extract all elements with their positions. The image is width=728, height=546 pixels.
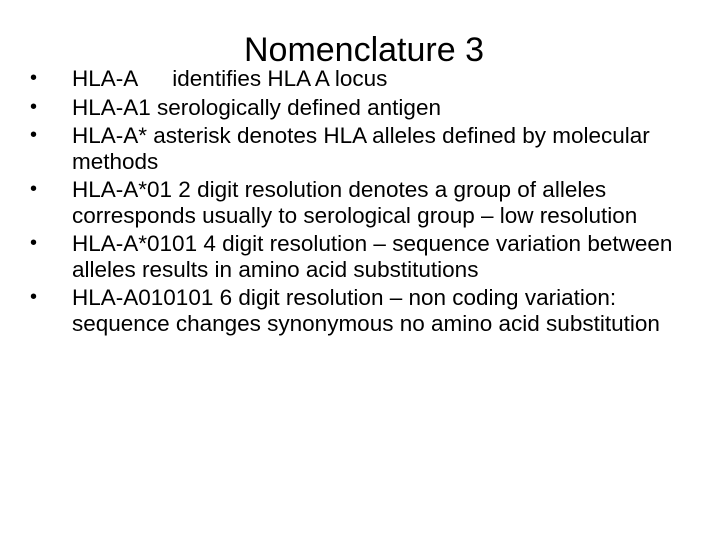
bullet-item-hla-a1	[28, 95, 708, 121]
slide-title: Nomenclature 3	[243, 31, 484, 69]
bullet-icon: •	[30, 95, 38, 118]
bullet-icon: •	[30, 124, 38, 146]
bullet-item-hla-a	[28, 66, 708, 92]
bullet-icon: •	[30, 232, 38, 254]
bullet-list	[28, 66, 708, 339]
bullet-item-hla-a010101	[28, 285, 708, 336]
bullet-icon: •	[30, 67, 38, 89]
bullet-text: HLA-A*01 2 digit resolution denotes a group of alleles corresponds usually to serological group – low resolution	[72, 177, 638, 228]
bullet-text: HLA-A*0101 4 digit resolution – sequence variation between alleles results in amino acid substitutions	[72, 231, 673, 282]
bullet-item-hla-a-asterisk	[28, 123, 708, 174]
bullet-icon: •	[30, 178, 38, 200]
bullet-icon: •	[30, 286, 38, 308]
bullet-text: HLA-A* asterisk denotes HLA alleles defined by molecular methods	[72, 123, 650, 174]
bullet-item-hla-a-0101	[28, 231, 708, 282]
bullet-text: identifies HLA A locus	[172, 66, 388, 91]
bullet-text: HLA-A1 serologically defined antigen	[72, 94, 441, 120]
bullet-term: HLA-A	[72, 66, 139, 91]
bullet-text: HLA-A010101 6 digit resolution – non coding variation: sequence changes synonymous no amino acid substitution	[72, 285, 660, 336]
bullet-item-hla-a-01	[28, 177, 708, 228]
